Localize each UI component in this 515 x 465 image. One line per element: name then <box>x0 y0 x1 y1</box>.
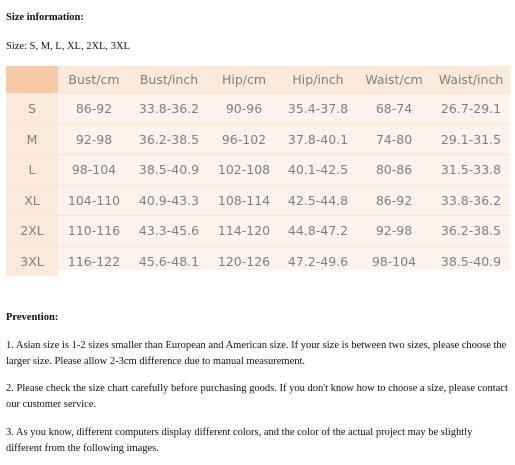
prevention-note-2: 2. Please check the size chart carefully before purchasing goods. If you don't know how to choose a size, please contact our customer service. <box>6 383 508 410</box>
waist-cm-cell: 86-92 <box>356 185 432 216</box>
size-label: M <box>6 124 58 155</box>
size-label: 2XL <box>6 215 58 246</box>
prevention-note-3: 3. As you know, different computers display different colors, and the color of the actual project may be slightly different from the following images. <box>6 427 473 454</box>
hip-cm-cell: 102-108 <box>208 154 280 185</box>
column-header-hip-cm: Hip/cm <box>208 66 280 93</box>
size-chart-corner-cell <box>6 66 58 93</box>
bust-cm-cell: 92-98 <box>58 124 130 155</box>
bust-cm-cell: 116-122 <box>58 246 130 277</box>
waist-inch-cell: 26.7-29.1 <box>432 93 510 124</box>
bust-inch-cell: 43.3-45.6 <box>130 215 208 246</box>
size-row-2xl <box>6 215 510 246</box>
hip-cm-cell: 90-96 <box>208 93 280 124</box>
hip-inch-cell: 37.8-40.1 <box>280 124 356 155</box>
hip-cm-cell: 96-102 <box>208 124 280 155</box>
column-header-waist-inch: Waist/inch <box>432 66 510 93</box>
bust-inch-cell: 45.6-48.1 <box>130 246 208 277</box>
size-chart-header-row <box>6 66 510 93</box>
hip-inch-cell: 47.2-49.6 <box>280 246 356 277</box>
waist-cm-cell: 92-98 <box>356 215 432 246</box>
prevention-heading: Prevention: <box>6 312 59 323</box>
size-label: S <box>6 93 58 124</box>
size-row-l <box>6 154 510 185</box>
bust-cm-cell: 110-116 <box>58 215 130 246</box>
waist-inch-cell: 36.2-38.5 <box>432 215 510 246</box>
waist-inch-cell: 29.1-31.5 <box>432 124 510 155</box>
column-header-hip-inch: Hip/inch <box>280 66 356 93</box>
size-chart-image <box>6 66 510 270</box>
waist-cm-cell: 80-86 <box>356 154 432 185</box>
hip-inch-cell: 35.4-37.8 <box>280 93 356 124</box>
size-label: XL <box>6 185 58 216</box>
bust-cm-cell: 98-104 <box>58 154 130 185</box>
hip-inch-cell: 44.8-47.2 <box>280 215 356 246</box>
size-row-xl <box>6 185 510 216</box>
size-label: 3XL <box>6 246 58 277</box>
column-header-bust-cm: Bust/cm <box>58 66 130 93</box>
bust-inch-cell: 38.5-40.9 <box>130 154 208 185</box>
hip-inch-cell: 40.1-42.5 <box>280 154 356 185</box>
waist-cm-cell: 98-104 <box>356 246 432 277</box>
bust-inch-cell: 36.2-38.5 <box>130 124 208 155</box>
waist-inch-cell: 33.8-36.2 <box>432 185 510 216</box>
size-row-3xl <box>6 246 510 277</box>
waist-inch-cell: 31.5-33.8 <box>432 154 510 185</box>
column-header-bust-inch: Bust/inch <box>130 66 208 93</box>
waist-inch-cell: 38.5-40.9 <box>432 246 510 277</box>
column-header-waist-cm: Waist/cm <box>356 66 432 93</box>
bust-inch-cell: 40.9-43.3 <box>130 185 208 216</box>
hip-cm-cell: 114-120 <box>208 215 280 246</box>
size-chart-table <box>6 66 510 276</box>
waist-cm-cell: 74-80 <box>356 124 432 155</box>
size-information-heading: Size information: <box>6 12 84 23</box>
hip-inch-cell: 42.5-44.8 <box>280 185 356 216</box>
size-row-m <box>6 124 510 155</box>
bust-cm-cell: 86-92 <box>58 93 130 124</box>
waist-cm-cell: 68-74 <box>356 93 432 124</box>
hip-cm-cell: 108-114 <box>208 185 280 216</box>
available-sizes-line: Size: S, M, L, XL, 2XL, 3XL <box>6 41 130 52</box>
hip-cm-cell: 120-126 <box>208 246 280 277</box>
bust-cm-cell: 104-110 <box>58 185 130 216</box>
size-label: L <box>6 154 58 185</box>
bust-inch-cell: 33.8-36.2 <box>130 93 208 124</box>
prevention-note-1: 1. Asian size is 1-2 sizes smaller than European and American size. If your size is between two sizes, please choose the larger size. Please allow 2-3cm difference due to manual measurement. <box>6 340 507 367</box>
size-row-s <box>6 93 510 124</box>
